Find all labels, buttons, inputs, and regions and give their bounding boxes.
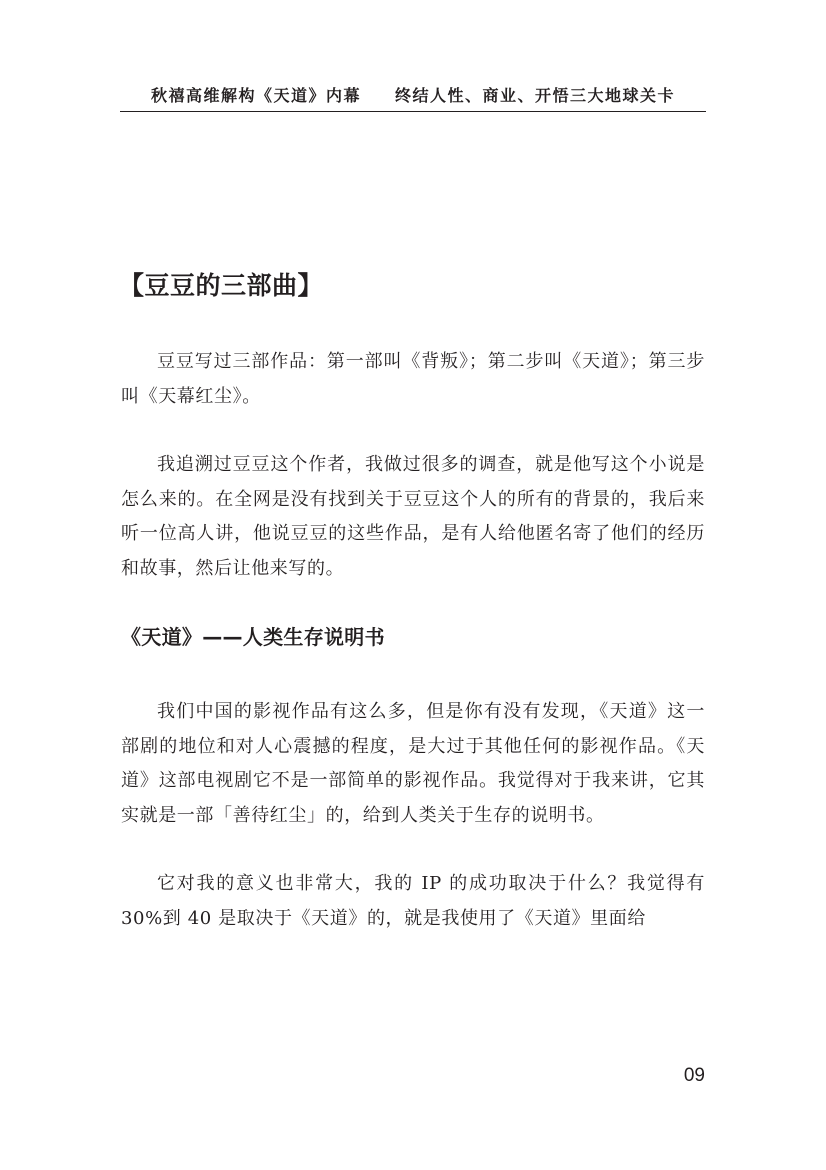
paragraph-author-research: 我追溯过豆豆这个作者，我做过很多的调查，就是他写这个小说是怎么来的。在全网是没有找到关于豆豆这个人的所有的背景的，我后来听一位高人讲，他说豆豆的这些作品，是有人给他匿名寄了他们的经历和故事，然后让他来写的。 <box>121 454 705 579</box>
page-number: 09 <box>683 1065 705 1086</box>
header-divider <box>120 111 706 112</box>
paragraph-trilogy: 豆豆写过三部作品：第一部叫《背叛》；第二步叫《天道》；第三步叫《天幕红尘》。 <box>121 351 705 407</box>
paragraph-ip-success: 它对我的意义也非常大，我的 IP 的成功取决于什么？我觉得有 30%到 40 是取决于《天道》的，就是我使用了《天道》里面给 <box>121 873 705 929</box>
paragraph-tiandao-impact: 我们中国的影视作品有这么多，但是你有没有发现，《天道》这一部剧的地位和对人心震撼的程度，是大过于其他任何的影视作品。《天道》这部电视剧它不是一部简单的影视作品。我觉得对于我来讲，它其实就是一部「善待红尘」的，给到人类关于生存的说明书。 <box>121 701 705 826</box>
header-book-title: 秋禧高维解构《天道》内幕 <box>150 86 361 105</box>
running-header <box>120 84 706 108</box>
subsection-title: 《天道》——人类生存说明书 <box>121 625 385 649</box>
section-title: 【豆豆的三部曲】 <box>119 271 324 300</box>
header-subtitle: 终结人性、商业、开悟三大地球关卡 <box>395 86 676 105</box>
page-body <box>121 266 705 970</box>
